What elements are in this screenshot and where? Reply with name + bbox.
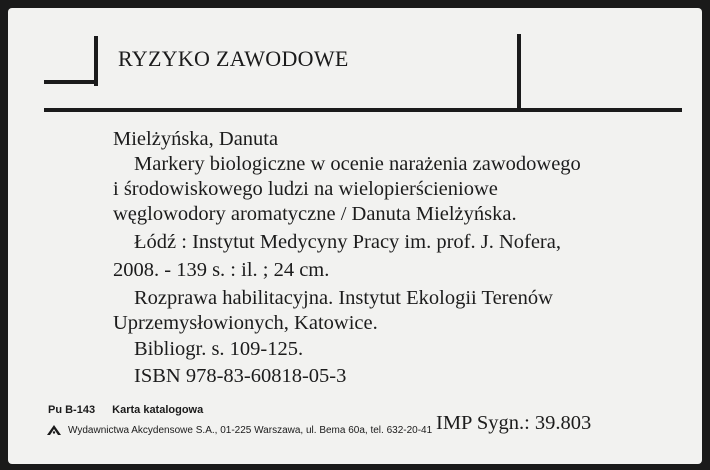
bibliography-line: Bibliogr. s. 109-125. <box>134 338 304 360</box>
publisher-logo-icon <box>46 424 62 436</box>
imprint-line-1: Łódź : Instytut Medycyny Pracy im. prof. J. Nofera, <box>134 231 561 253</box>
subject-heading: RYZYKO ZAWODOWE <box>118 46 349 71</box>
title-line-3: węglowodory aromatyczne / Danuta Mielżyńska. <box>113 203 517 225</box>
publisher-footer <box>46 424 432 436</box>
title-line-1: Markery biologiczne w ocenie narażenia zawodowego <box>134 153 581 175</box>
call-number: IMP Sygn.: 39.803 <box>436 412 592 434</box>
form-footer <box>48 404 203 416</box>
header-vertical-rule <box>517 34 521 112</box>
header-horizontal-rule <box>44 108 682 112</box>
corner-bracket-horizontal <box>44 80 98 84</box>
title-line-2: i środowiskowego ludzi na wielopierścieniowe <box>113 178 498 200</box>
form-name: Karta katalogowa <box>112 404 204 416</box>
catalog-card <box>8 8 702 464</box>
note-line-1: Rozprawa habilitacyjna. Instytut Ekologii Terenów <box>134 287 553 309</box>
form-series-code: Pu B-143 <box>48 404 96 416</box>
isbn-line: ISBN 978-83-60818-05-3 <box>134 365 347 387</box>
author-line: Mielżyńska, Danuta <box>113 128 279 150</box>
imprint-line-2: 2008. - 139 s. : il. ; 24 cm. <box>113 259 330 281</box>
corner-bracket-vertical <box>94 36 98 86</box>
publisher-text: Wydawnictwa Akcydensowe S.A., 01-225 Warszawa, ul. Bema 60a, tel. 632-20-41 <box>68 424 433 436</box>
note-line-2: Uprzemysłowionych, Katowice. <box>113 312 378 334</box>
